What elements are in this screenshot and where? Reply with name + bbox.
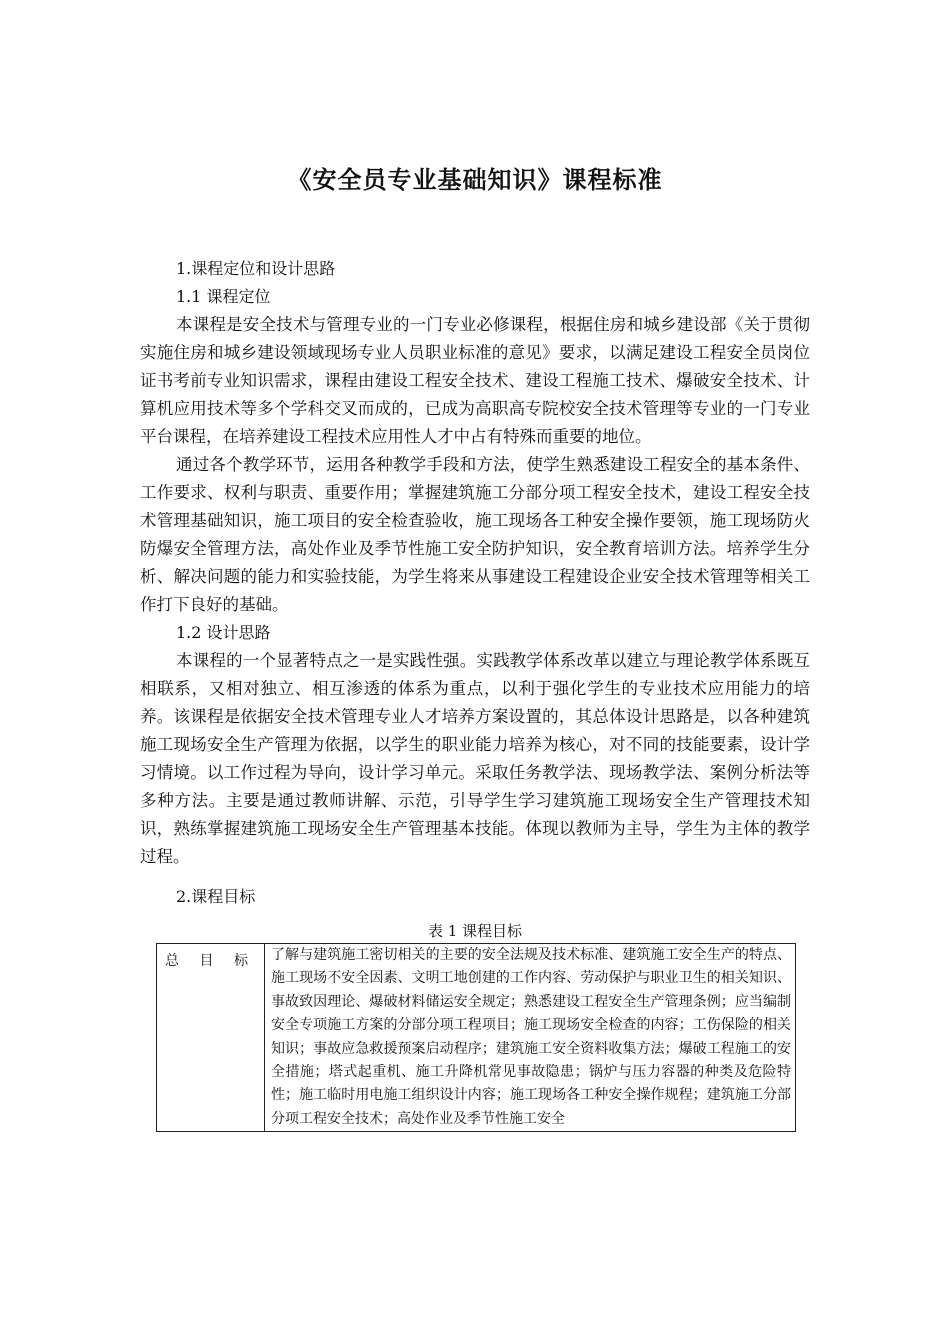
table-caption: 表 1 课程目标 — [427, 922, 523, 940]
table-cell-text: 了解与建筑施工密切相关的主要的安全法规及技术标准、建筑施工安全生产的特点、施工现场不安全因素、文明工地创建的工作内容、劳动保护与职业卫生的相关知识、事故致因理论、爆破材料储运安全规定；熟悉建设工程安全生产管理条例；应当编制安全专项施工方案的分部分项工程项目；施工现场安全检查的内容；工伤保险的相关知识；事故应急救援预案启动程序；建筑施工安全资料收集方法；爆破工程施工的安全措施；塔式起重机、施工升降机常见事故隐患；锅炉与压力容器的种类及危险特性；施工临时用电施工组织设计内容；施工现场各工种安全操作规程；建筑施工分部分项工程安全技术；高处作业及季节性施工安全 — [265, 944, 796, 1132]
paragraph-course-position: 本课程是安全技术与管理专业的一门专业必修课程，根据住房和城乡建设部《关于贯彻实施住房和城乡建设领域现场专业人员职业标准的意见》要求，以满足建设工程安全员岗位证书考前专业知识需求，课程由建设工程安全技术、建设工程施工技术、爆破安全技术、计算机应用技术等多个学科交叉而成的，已成为高职高专院校安全技术管理等专业的一门专业平台课程，在培养建设工程技术应用性人才中占有特殊而重要的地位。 — [140, 315, 810, 446]
section-heading-1-2: 1.2 设计思路 — [176, 623, 271, 642]
course-goals-table — [156, 943, 796, 1132]
section-heading-1: 1.课程定位和设计思路 — [176, 259, 336, 278]
paragraph-design-ideas: 本课程的一个显著特点之一是实践性强。实践教学体系改革以建立与理论教学体系既互相联系，又相对独立、相互渗透的体系为重点，以利于强化学生的专业技术应用能力的培养。该课程是依据安全技术管理专业人才培养方案设置的，其总体设计思路是，以各种建筑施工现场安全生产管理为依据，以学生的职业能力培养为核心，对不同的技能要素，设计学习情境。以工作过程为导向，设计学习单元。采取任务教学法、现场教学法、案例分析法等多种方法。主要是通过教师讲解、示范，引导学生学习建筑施工现场安全生产管理技术知识，熟练掌握建筑施工现场安全生产管理基本技能。体现以教师为主导，学生为主体的教学过程。 — [140, 651, 810, 866]
document-body — [140, 255, 810, 1132]
section-heading-1-1: 1.1 课程定位 — [176, 287, 271, 306]
paragraph-teaching-goals: 通过各个教学环节，运用各种教学手段和方法，使学生熟悉建设工程安全的基本条件、工作要求、权利与职责、重要作用；掌握建筑施工分部分项工程安全技术，建设工程安全技术管理基础知识，施工项目的安全检查验收，施工现场各工种安全操作要领，施工现场防火防爆安全管理方法，高处作业及季节性施工安全防护知识，安全教育培训方法。培养学生分析、解决问题的能力和实验技能，为学生将来从事建设工程建设企业安全技术管理等相关工作打下良好的基础。 — [140, 455, 810, 614]
table-row — [157, 944, 796, 1132]
spacer — [140, 871, 810, 883]
section-heading-2: 2.课程目标 — [176, 887, 256, 906]
table-cell-label: 总 目 标 — [157, 944, 265, 1132]
page-title: 《安全员专业基础知识》课程标准 — [287, 165, 663, 194]
